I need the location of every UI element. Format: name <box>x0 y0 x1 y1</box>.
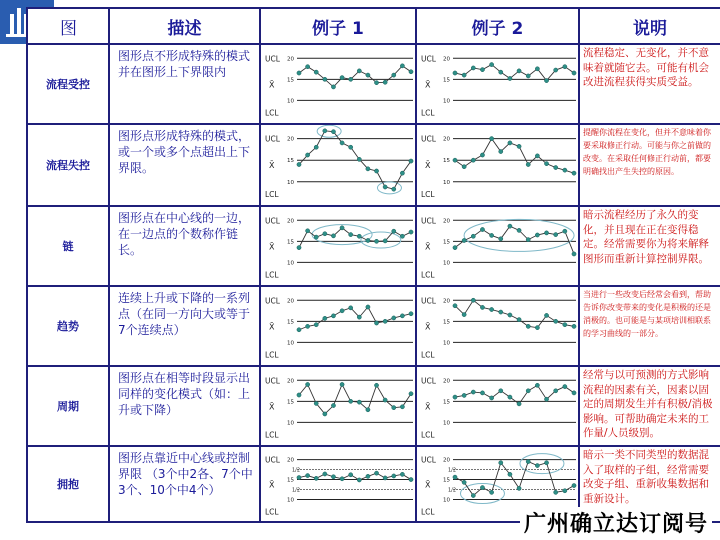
data-point <box>471 158 475 162</box>
data-point <box>340 382 344 386</box>
data-point <box>572 171 576 175</box>
data-point <box>366 408 370 412</box>
center-line-label: X̄ <box>425 242 431 252</box>
data-point <box>563 65 567 69</box>
data-point <box>314 70 318 74</box>
data-point <box>349 145 353 149</box>
data-point <box>526 389 530 393</box>
ucl-label: UCL <box>265 54 280 64</box>
tick-label: 15 <box>443 399 450 406</box>
data-point <box>572 324 576 328</box>
ucl-label: UCL <box>265 216 280 226</box>
tick-label: 20 <box>443 298 450 305</box>
data-point <box>508 141 512 145</box>
data-point <box>517 69 521 73</box>
data-point <box>340 477 344 481</box>
data-point <box>453 395 457 399</box>
tick-label: 10 <box>287 420 294 427</box>
lcl-label: LCL <box>265 189 279 199</box>
data-point <box>462 393 466 397</box>
data-point <box>314 145 318 149</box>
data-point <box>323 472 327 476</box>
row-description: 连续上升或下降的一系列点（在同一方向大或等于7个连续点） <box>109 286 260 366</box>
data-point <box>480 153 484 157</box>
header-figure: 图 <box>27 8 109 44</box>
data-point <box>297 475 301 479</box>
ucl-label: UCL <box>265 455 280 465</box>
tick-label: 10 <box>287 497 294 504</box>
data-point <box>314 235 318 239</box>
data-point <box>323 129 327 133</box>
table-row <box>27 124 720 206</box>
center-line-label: X̄ <box>425 480 431 490</box>
tick-label: 10 <box>287 179 294 186</box>
center-line-label: X̄ <box>269 322 275 332</box>
data-point <box>323 77 327 81</box>
tick-label: 15 <box>443 477 450 484</box>
example-1-chart <box>260 366 416 446</box>
data-point <box>357 234 361 238</box>
data-point <box>340 76 344 80</box>
tick-label: 20 <box>443 136 450 143</box>
data-point <box>499 149 503 153</box>
data-point <box>499 461 503 465</box>
row-description: 图形点靠近中心线或控制界限 （3个中2各、7个中3个、10个中4个） <box>109 446 260 522</box>
data-point <box>383 239 387 243</box>
data-point <box>471 390 475 394</box>
data-point <box>480 485 484 489</box>
data-point <box>314 323 318 327</box>
ucl-label: UCL <box>265 296 280 306</box>
data-point <box>554 490 558 494</box>
data-point <box>383 319 387 323</box>
data-point <box>331 85 335 89</box>
data-point <box>535 463 539 467</box>
zone-label: 1/2 <box>292 487 301 494</box>
data-point <box>392 474 396 478</box>
row-description: 图形点在相等时段显示出同样的变化模式（如：上升或下降） <box>109 366 260 446</box>
data-point <box>453 246 457 250</box>
row-explanation: 暗示一类不同类型的数据混入了取样的子组，经常需要改变子组、重新收集数据和重新设计。 <box>579 446 720 522</box>
ucl-label: UCL <box>265 376 280 386</box>
center-line-label: X̄ <box>269 480 275 490</box>
data-point <box>400 64 404 68</box>
tick-label: 10 <box>287 340 294 347</box>
data-point <box>517 228 521 232</box>
row-explanation: 流程稳定、无变化，并不意味着就随它去。可能有机会改进流程获得实质受益。 <box>579 44 720 124</box>
data-point <box>554 389 558 393</box>
data-point <box>471 493 475 497</box>
tick-label: 15 <box>287 399 294 406</box>
lcl-label: LCL <box>265 270 279 280</box>
data-point <box>508 313 512 317</box>
ucl-label: UCL <box>421 296 436 306</box>
data-point <box>471 234 475 238</box>
row-description: 图形点不形成特殊的模式并在图形上下界限内 <box>109 44 260 124</box>
center-line-label: X̄ <box>425 402 431 412</box>
data-point <box>400 405 404 409</box>
data-point <box>374 169 378 173</box>
data-point <box>453 304 457 308</box>
data-point <box>357 315 361 319</box>
tick-label: 20 <box>287 378 294 385</box>
tick-label: 15 <box>287 77 294 84</box>
data-point <box>306 382 310 386</box>
data-point <box>383 398 387 402</box>
row-description: 图形点在中心线的一边，在一边点的个数称作链长。 <box>109 206 260 286</box>
row-explanation: 当进行一些改变后经常会看到，帮助告诉你改变带来的变化是积极的还是消极的。也可能是与某项培训相联系的学习曲线的一部分。 <box>579 286 720 366</box>
data-point <box>297 328 301 332</box>
data-point <box>480 391 484 395</box>
data-point <box>374 81 378 85</box>
data-point <box>349 306 353 310</box>
row-explanation: 提醒你流程在变化，但并不意味着你要采取修正行动。可能与你之前做的改变。在采取任何修正行动前，都要明确找出产生失控的原因。 <box>579 124 720 206</box>
row-category: 拥抱 <box>27 446 109 522</box>
example-2-chart <box>416 124 579 206</box>
tick-label: 15 <box>443 239 450 246</box>
header-description: 描述 <box>109 8 260 44</box>
data-point <box>357 157 361 161</box>
table-row <box>27 206 720 286</box>
lcl-label: LCL <box>265 108 279 118</box>
row-category: 流程失控 <box>27 124 109 206</box>
example-1-chart <box>260 286 416 366</box>
data-point <box>544 231 548 235</box>
data-point <box>340 226 344 230</box>
tick-label: 20 <box>287 218 294 225</box>
lcl-label: LCL <box>421 350 435 360</box>
header-example-1: 例子 1 <box>260 8 416 44</box>
tick-label: 15 <box>287 239 294 246</box>
data-point <box>366 305 370 309</box>
lcl-label: LCL <box>421 189 435 199</box>
data-point <box>535 154 539 158</box>
data-point <box>544 397 548 401</box>
data-point <box>366 474 370 478</box>
data-point <box>323 412 327 416</box>
data-point <box>323 316 327 320</box>
lcl-label: LCL <box>421 270 435 280</box>
data-point <box>297 246 301 250</box>
example-1-chart <box>260 124 416 206</box>
data-point <box>554 232 558 236</box>
center-line-label: X̄ <box>425 80 431 90</box>
tick-label: 10 <box>443 260 450 267</box>
data-point <box>400 472 404 476</box>
data-point <box>499 389 503 393</box>
data-point <box>306 229 310 233</box>
data-point <box>535 67 539 71</box>
data-point <box>517 486 521 490</box>
data-point <box>374 383 378 387</box>
example-1-chart <box>260 44 416 124</box>
data-point <box>572 252 576 256</box>
data-point <box>554 319 558 323</box>
tick-label: 15 <box>443 319 450 326</box>
center-line-label: X̄ <box>269 80 275 90</box>
lcl-label: LCL <box>265 430 279 440</box>
data-point <box>563 168 567 172</box>
data-point <box>349 232 353 236</box>
data-point <box>462 480 466 484</box>
data-point <box>453 475 457 479</box>
data-point <box>331 130 335 134</box>
data-point <box>392 316 396 320</box>
ucl-label: UCL <box>421 54 436 64</box>
data-point <box>563 323 567 327</box>
row-explanation: 经常与以可预测的方式影响流程的因素有关，因素以固定的周期发生并有积极/消极影响。可帮助确定未来的工作量/人员级别。 <box>579 366 720 446</box>
watermark: 广州确立达订阅号 <box>520 507 712 538</box>
data-point <box>490 396 494 400</box>
data-point <box>392 73 396 77</box>
data-point <box>554 165 558 169</box>
data-point <box>508 472 512 476</box>
example-1-chart <box>260 446 416 522</box>
data-point <box>297 393 301 397</box>
header-example-2: 例子 2 <box>416 8 579 44</box>
data-point <box>535 233 539 237</box>
tick-label: 20 <box>287 457 294 464</box>
data-point <box>453 71 457 75</box>
series-line <box>455 226 574 254</box>
row-category: 周期 <box>27 366 109 446</box>
data-point <box>383 80 387 84</box>
header-explanation: 说明 <box>579 8 720 44</box>
data-point <box>526 459 530 463</box>
data-point <box>535 326 539 330</box>
data-point <box>508 395 512 399</box>
data-point <box>409 230 413 234</box>
data-point <box>453 158 457 162</box>
data-point <box>297 162 301 166</box>
tick-label: 10 <box>443 420 450 427</box>
data-point <box>392 229 396 233</box>
data-point <box>306 473 310 477</box>
data-point <box>331 475 335 479</box>
lcl-label: LCL <box>421 430 435 440</box>
lcl-label: LCL <box>265 350 279 360</box>
data-point <box>357 478 361 482</box>
zone-label: 1/2 <box>448 467 457 474</box>
data-point <box>480 305 484 309</box>
data-point <box>297 71 301 75</box>
data-point <box>462 312 466 316</box>
data-point <box>366 238 370 242</box>
tick-label: 20 <box>287 56 294 63</box>
data-point <box>409 392 413 396</box>
data-point <box>572 391 576 395</box>
lcl-label: LCL <box>421 507 435 517</box>
center-line-label: X̄ <box>269 402 275 412</box>
data-point <box>490 137 494 141</box>
row-category: 链 <box>27 206 109 286</box>
data-point <box>499 237 503 241</box>
data-point <box>572 483 576 487</box>
data-point <box>366 167 370 171</box>
data-point <box>374 239 378 243</box>
row-explanation: 暗示流程经历了永久的变化，并且现在正在变得稳定。经常需要你为将来解释图形而重新计算控制界限。 <box>579 206 720 286</box>
highlight-ellipse <box>520 454 564 474</box>
data-point <box>508 76 512 80</box>
data-point <box>306 324 310 328</box>
row-category: 流程受控 <box>27 44 109 124</box>
ucl-label: UCL <box>265 134 280 144</box>
tick-label: 10 <box>443 497 450 504</box>
data-point <box>499 310 503 314</box>
data-point <box>331 403 335 407</box>
data-point <box>357 69 361 73</box>
tick-label: 15 <box>287 319 294 326</box>
tick-label: 10 <box>443 340 450 347</box>
tick-label: 20 <box>287 298 294 305</box>
data-point <box>563 489 567 493</box>
center-line-label: X̄ <box>269 161 275 171</box>
tick-label: 10 <box>443 179 450 186</box>
tick-label: 20 <box>443 378 450 385</box>
data-point <box>357 400 361 404</box>
example-2-chart <box>416 206 579 286</box>
ucl-label: UCL <box>421 216 436 226</box>
data-point <box>383 185 387 189</box>
data-point <box>471 298 475 302</box>
data-point <box>349 77 353 81</box>
data-point <box>572 71 576 75</box>
data-point <box>526 162 530 166</box>
data-point <box>400 314 404 318</box>
data-point <box>480 227 484 231</box>
zone-label: 1/2 <box>292 467 301 474</box>
data-point <box>340 309 344 313</box>
lcl-label: LCL <box>265 507 279 517</box>
tick-label: 10 <box>443 98 450 105</box>
data-point <box>508 224 512 228</box>
data-point <box>544 78 548 82</box>
data-point <box>544 162 548 166</box>
tick-label: 20 <box>443 56 450 63</box>
data-point <box>563 229 567 233</box>
data-point <box>517 144 521 148</box>
tick-label: 10 <box>287 98 294 105</box>
data-point <box>366 73 370 77</box>
ucl-label: UCL <box>421 134 436 144</box>
data-point <box>490 490 494 494</box>
data-point <box>462 73 466 77</box>
data-point <box>563 384 567 388</box>
data-point <box>462 238 466 242</box>
data-point <box>480 68 484 72</box>
data-point <box>323 232 327 236</box>
center-line-label: X̄ <box>425 161 431 171</box>
data-point <box>314 401 318 405</box>
data-point <box>554 68 558 72</box>
data-point <box>409 70 413 74</box>
data-point <box>499 70 503 74</box>
data-point <box>400 171 404 175</box>
ucl-label: UCL <box>421 376 436 386</box>
data-point <box>490 307 494 311</box>
data-point <box>314 476 318 480</box>
control-chart-pattern-table <box>26 7 720 517</box>
data-point <box>306 65 310 69</box>
example-2-chart <box>416 44 579 124</box>
data-point <box>331 234 335 238</box>
tick-label: 15 <box>443 158 450 165</box>
data-point <box>535 383 539 387</box>
data-point <box>392 187 396 191</box>
data-point <box>374 321 378 325</box>
tick-label: 15 <box>287 477 294 484</box>
data-point <box>349 473 353 477</box>
example-2-chart <box>416 286 579 366</box>
data-point <box>306 153 310 157</box>
data-point <box>544 461 548 465</box>
data-point <box>409 312 413 316</box>
data-point <box>400 234 404 238</box>
tick-label: 20 <box>287 136 294 143</box>
data-point <box>331 314 335 318</box>
example-2-chart <box>416 366 579 446</box>
header-row <box>27 8 720 44</box>
data-point <box>409 477 413 481</box>
center-line-label: X̄ <box>269 242 275 252</box>
tick-label: 15 <box>287 158 294 165</box>
data-point <box>383 476 387 480</box>
table-row <box>27 366 720 446</box>
data-point <box>544 313 548 317</box>
center-line-label: X̄ <box>425 322 431 332</box>
data-point <box>490 62 494 66</box>
data-point <box>526 74 530 78</box>
tick-label: 20 <box>443 218 450 225</box>
example-1-chart <box>260 206 416 286</box>
row-description: 图形点形成特殊的模式，或一个或多个点超出上下界限。 <box>109 124 260 206</box>
tick-label: 10 <box>287 260 294 267</box>
data-point <box>462 165 466 169</box>
lcl-label: LCL <box>421 108 435 118</box>
row-category: 趋势 <box>27 286 109 366</box>
data-point <box>526 324 530 328</box>
data-point <box>374 471 378 475</box>
tick-label: 20 <box>443 457 450 464</box>
data-point <box>471 66 475 70</box>
data-point <box>349 399 353 403</box>
table-row <box>27 44 720 124</box>
zone-label: 1/2 <box>448 487 457 494</box>
tick-label: 15 <box>443 77 450 84</box>
ucl-label: UCL <box>421 455 436 465</box>
data-point <box>517 402 521 406</box>
data-point <box>526 238 530 242</box>
data-point <box>517 318 521 322</box>
table-row <box>27 286 720 366</box>
data-point <box>340 141 344 145</box>
data-point <box>392 406 396 410</box>
data-point <box>490 233 494 237</box>
data-point <box>409 159 413 163</box>
